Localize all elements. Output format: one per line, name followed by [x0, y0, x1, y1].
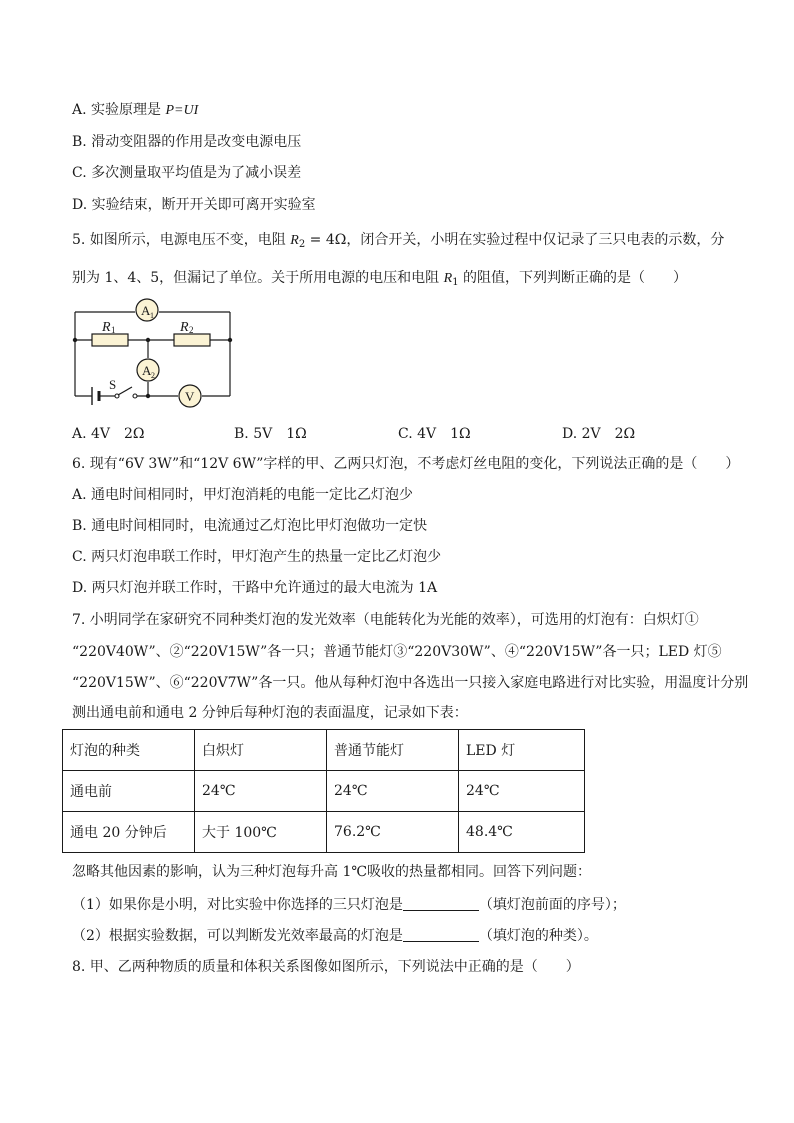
q5-option-d: D. 2V 2Ω [562, 426, 636, 442]
q5-r2-eq: = 4Ω [305, 232, 347, 248]
battery-icon [92, 387, 99, 405]
table-header-cell: 普通节能灯 [327, 730, 459, 771]
q7-sub2-text: （填灯泡的种类）。 [478, 928, 598, 944]
table-cell: 48.4℃ [459, 812, 585, 853]
answer-blank[interactable] [403, 896, 479, 911]
resistor-r1-sub: 1 [111, 325, 116, 335]
q5-r2-var: R [290, 233, 299, 248]
table-cell: 76.2℃ [327, 812, 459, 853]
q5-stem-text: ，闭合开关，小明在实验过程中仅记录了三只电表的示数，分 [346, 232, 725, 248]
resistor-r2-sub: 2 [189, 325, 194, 335]
q5-r1-var: R [443, 271, 453, 286]
voltmeter-v-label: V [185, 389, 195, 404]
q7-sub1-text: （填灯泡前面的序号）； [478, 897, 626, 913]
resistor-r2-label: R [180, 320, 189, 335]
ammeter-a2-sub: 2 [151, 371, 155, 380]
resistor-r1-label: R [102, 320, 111, 335]
q5-option-c: C. 4V 1Ω [398, 426, 471, 442]
q7-sub2-text: （2）根据实验数据，可以判断发光效率最高的灯泡是 [72, 928, 403, 944]
q5-option-a: A. 4V 2Ω [72, 426, 145, 442]
table-cell: 通电前 [63, 771, 195, 812]
q4-option-d: D. 实验结束，断开开关即可离开实验室 [72, 197, 316, 213]
ammeter-a1 [136, 299, 158, 321]
answer-blank[interactable] [403, 927, 479, 942]
ammeter-a1-sub: 1 [150, 311, 154, 320]
q6-option-a: A. 通电时间相同时，甲灯泡消耗的电能一定比乙灯泡少 [72, 487, 414, 503]
resistor-r1 [92, 320, 128, 346]
q4-option-a-formula: P=UI [165, 103, 199, 118]
table-header-row [63, 730, 585, 771]
resistor-r2 [174, 320, 210, 346]
q7-stem-line2: “220V40W”、②“220V15W”各一只；普通节能灯③“220V30W”、④“220V15W”各一只；LED 灯⑤ [72, 644, 722, 660]
q8-stem: 8. 甲、乙两种物质的质量和体积关系图像如图所示，下列说法中正确的是（ ） [72, 959, 580, 975]
q4-option-b: B. 滑动变阻器的作用是改变电源电压 [72, 134, 302, 150]
table-cell: 大于 100℃ [195, 812, 327, 853]
switch-s [109, 377, 137, 398]
q6-option-d: D. 两只灯泡并联工作时，干路中允许通过的最大电流为 1A [72, 580, 438, 596]
q7-stem-line3: “220V15W”、⑥“220V7W”各一只。他从每种灯泡中各选出一只接入家庭电路进行对比实验，用温度计分别 [72, 675, 749, 691]
switch-s-label: S [109, 377, 117, 392]
q7-subquestion-1 [72, 895, 626, 915]
q7-stem-line4: 测出通电前和通电 2 分钟后每种灯泡的表面温度，记录如下表： [72, 705, 468, 721]
q5-stem-line2 [72, 268, 687, 293]
table-cell: 24℃ [195, 771, 327, 812]
q5-circuit-diagram [70, 296, 236, 414]
q7-data-table [62, 729, 585, 853]
q7-sub1-text: （1）如果你是小明，对比实验中你选择的三只灯泡是 [72, 897, 403, 913]
table-row [63, 812, 585, 853]
q6-stem: 6. 现有“6V 3W”和“12V 6W”字样的甲、乙两只灯泡，不考虑灯丝电阻的变化，下列说法正确的是（ ） [72, 456, 740, 472]
ammeter-a2-label: A [142, 363, 152, 378]
q5-r2-sub: 2 [298, 239, 306, 250]
q4-option-a [72, 100, 198, 121]
q5-stem-line1 [72, 230, 724, 255]
table-cell: 24℃ [459, 771, 585, 812]
q6-option-b: B. 通电时间相同时，电流通过乙灯泡比甲灯泡做功一定快 [72, 518, 428, 534]
q7-stem-line1: 7. 小明同学在家研究不同种类灯泡的发光效率（电能转化为光能的效率），可选用的灯泡有：白炽灯① [72, 612, 699, 628]
table-header-cell: 白炽灯 [195, 730, 327, 771]
table-header-cell: 灯泡的种类 [63, 730, 195, 771]
q6-option-c: C. 两只灯泡串联工作时，甲灯泡产生的热量一定比乙灯泡少 [72, 549, 442, 565]
q7-note: 忽略其他因素的影响，认为三种灯泡每升高 1℃吸收的热量都相同。回答下列问题： [72, 864, 592, 880]
q4-option-a-text: A. 实验原理是 [72, 102, 166, 118]
ammeter-a2 [137, 359, 159, 381]
q5-option-b: B. 5V 1Ω [234, 426, 307, 442]
voltmeter-v [179, 385, 201, 407]
q5-stem-text: 5. 如图所示，电源电压不变，电阻 [72, 232, 291, 248]
table-cell: 24℃ [327, 771, 459, 812]
table-cell: 通电 20 分钟后 [63, 812, 195, 853]
q4-option-c: C. 多次测量取平均值是为了减小误差 [72, 165, 302, 181]
table-row [63, 771, 585, 812]
q7-subquestion-2 [72, 926, 598, 946]
ammeter-a1-label: A [141, 303, 151, 318]
q5-r1-sub: 1 [452, 277, 459, 288]
q5-options [72, 423, 672, 443]
table-header-cell: LED 灯 [459, 730, 585, 771]
q5-stem-text: 别为 1、4、5，但漏记了单位。关于所用电源的电压和电阻 [72, 270, 444, 286]
q5-stem-text: 的阻值，下列判断正确的是（ ） [458, 270, 688, 286]
